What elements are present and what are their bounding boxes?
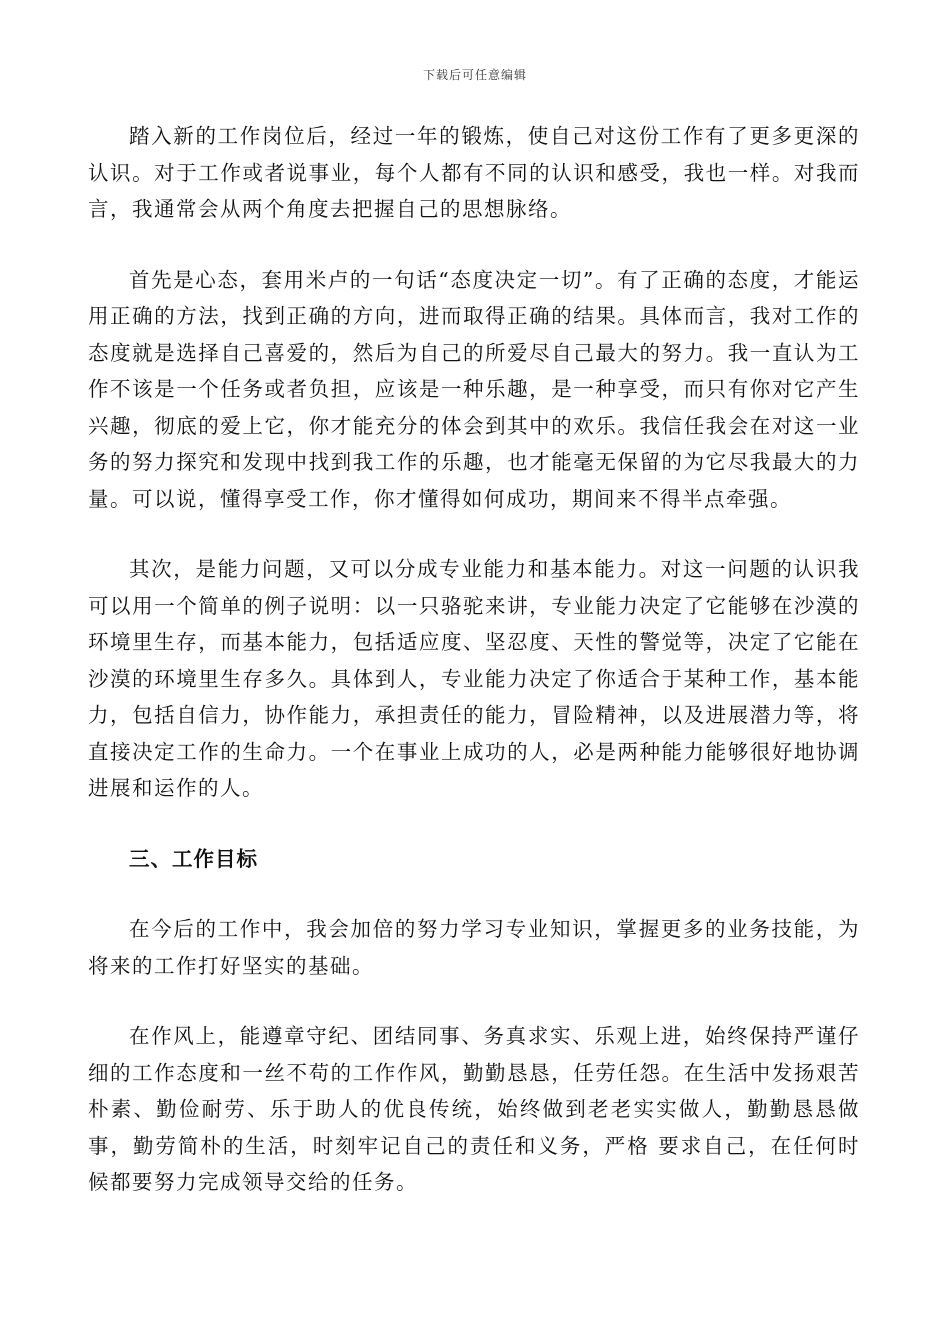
paragraph-gap: [88, 517, 860, 551]
paragraph-gap: [88, 228, 860, 262]
paragraph-goals: 在今后的工作中，我会加倍的努力学习专业知识，掌握更多的业务技能，为将来的工作打好坚实的基础。: [88, 917, 860, 978]
paragraph-attitude: 首先是心态，套用米卢的一句话“态度决定一切”。有了正确的态度，才能运用正确的方法，找到正确的方向，进而取得正确的结果。具体而言，我对工作的态度就是选择自己喜爱的，然后为自己的所爱尽自己最大的努力。我一直认为工作不该是一个任务或者负担，应该是一种乐趣，是一种享受，而只有你对它产生兴趣，彻底的爱上它，你才能充分的体会到其中的欢乐。我信任我会在对这一业务的努力探究和发现中找到我工作的乐趣，也才能毫无保留的为它尽我最大的力量。可以说，懂得享受工作，你才懂得如何成功，期间来不得半点牵强。: [88, 267, 860, 511]
paragraph-conduct: 在作风上，能遵章守纪、团结同事、务真求实、乐观上进，始终保持严谨仔细的工作态度和一丝不苟的工作作风，勤勤恳恳，任劳任怨。在生活中发扬艰苦朴素、勤俭耐劳、乐于助人的优良传统，始终做到老老实实做人，勤勤恳恳做事，勤劳简朴的生活，时刻牢记自己的责任和义务，严格 要求自己，在任何时候都要努力完成领导交给的任务。: [88, 1024, 860, 1194]
paragraph-gap: [88, 807, 860, 841]
paragraph-intro: 踏入新的工作岗位后，经过一年的锻炼，使自己对这份工作有了更多更深的认识。对于工作或者说事业，每个人都有不同的认识和感受，我也一样。对我而言，我通常会从两个角度去把握自己的思想脉络。: [88, 124, 860, 221]
paragraph-gap: [88, 877, 860, 911]
paragraph-ability: 其次，是能力问题，又可以分成专业能力和基本能力。对这一问题的认识我可以用一个简单的例子说明：以一只骆驼来讲，专业能力决定了它能够在沙漠的环境里生存，而基本能力，包括适应度、坚忍度、天性的警觉等，决定了它能在沙漠的环境里生存多久。具体到人，专业能力决定了你适合于某种工作，基本能力，包括自信力，协作能力，承担责任的能力，冒险精神，以及进展潜力等，将直接决定工作的生命力。一个在事业上成功的人，必是两种能力能够很好地协调进展和运作的人。: [88, 557, 860, 800]
page-header-note: 下载后可任意编辑: [422, 68, 527, 82]
paragraph-gap: [88, 984, 860, 1018]
section-heading: 三、工作目标: [129, 846, 258, 871]
document-body: [88, 118, 860, 1201]
